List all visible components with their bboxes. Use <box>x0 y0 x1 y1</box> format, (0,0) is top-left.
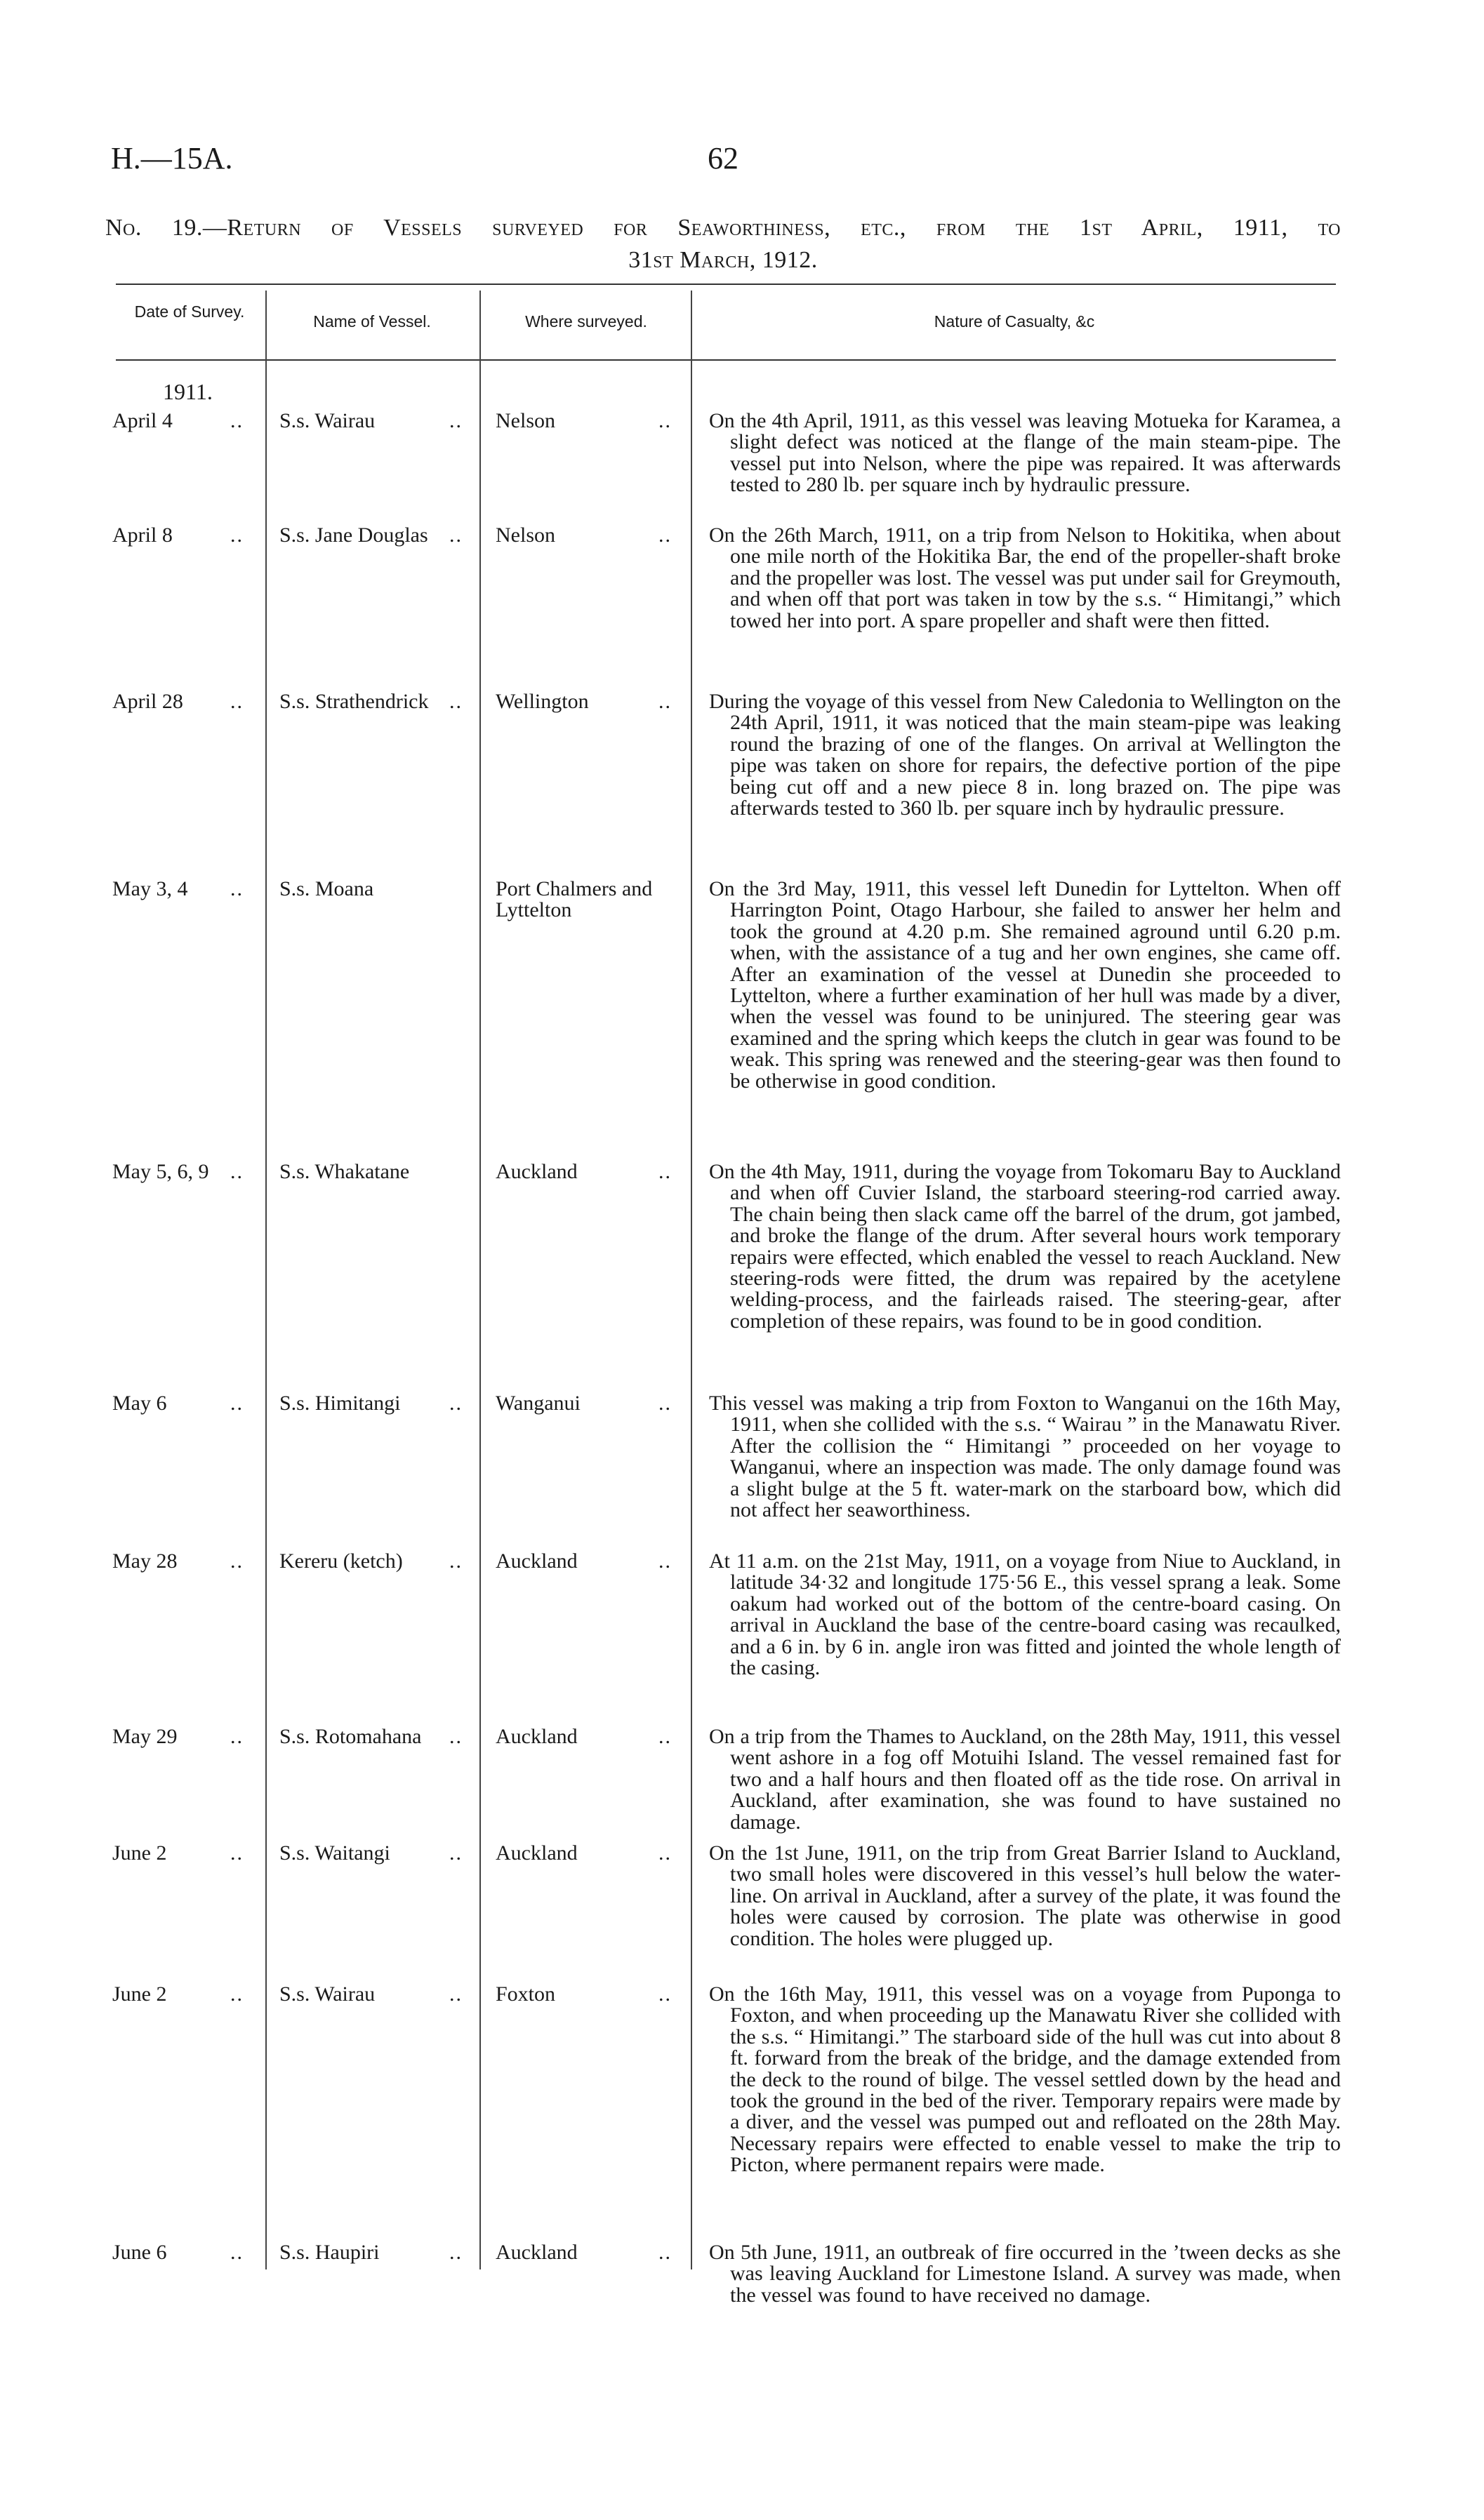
vessel-name: S.s. Himitangi <box>279 1392 401 1415</box>
survey-place: Auckland <box>496 2241 578 2264</box>
leader-dots: .. <box>230 1160 244 1183</box>
leader-dots: .. <box>658 1841 672 1865</box>
survey-date: May 29 <box>112 1725 178 1748</box>
leader-dots: .. <box>230 1982 244 2006</box>
survey-date: May 3, 4 <box>112 877 188 900</box>
casualty-description: On the 4th April, 1911, as this vessel was leaving Motueka for Karamea, a slight defect was noticed at the flange of the main steam-pipe. The vessel put into Nelson, where the pipe was repaired. It was afterwards tested to 280 lb. per square inch by hydraulic pressure. <box>709 409 1341 497</box>
vessel-name: S.s. Moana <box>279 877 374 900</box>
survey-date: May 28 <box>112 1549 178 1573</box>
leader-dots: .. <box>230 409 244 432</box>
casualty-description: At 11 a.m. on the 21st May, 1911, on a voyage from Niue to Auckland, in latitude 34·32 and longitude 175·56 E., this vessel sprang a leak. Some oakum had worked out of the bottom of the centre-board casing. On arrival in Auckland the base of the centre-board casing was recaulked, and a 6 in. by 6 in. angle iron was fitted and jointed the whole length of the casing. <box>709 1549 1341 1680</box>
survey-date: May 6 <box>112 1392 167 1415</box>
survey-place: Auckland <box>496 1841 578 1865</box>
leader-dots: .. <box>658 1725 672 1748</box>
survey-place: Nelson <box>496 409 555 432</box>
leader-dots: .. <box>230 690 244 713</box>
leader-dots: .. <box>449 1982 463 2006</box>
vessel-name: S.s. Wairau <box>279 409 376 432</box>
table-header-rule <box>116 359 1336 361</box>
leader-dots: .. <box>449 1392 463 1415</box>
column-rule-1 <box>265 291 267 2269</box>
survey-date: May 5, 6, 9 <box>112 1160 209 1183</box>
page-number: 62 <box>708 141 738 175</box>
leader-dots: .. <box>658 690 672 713</box>
leader-dots: .. <box>230 1725 244 1748</box>
vessel-name: Kereru (ketch) <box>279 1549 403 1573</box>
column-header-where: Where surveyed. <box>525 312 647 331</box>
survey-place: Wellington <box>496 690 589 713</box>
survey-date: June 6 <box>112 2241 167 2264</box>
leader-dots: .. <box>658 1392 672 1415</box>
survey-place: Auckland <box>496 1725 578 1748</box>
column-header-vessel: Name of Vessel. <box>313 312 431 331</box>
column-rule-2 <box>479 291 481 2269</box>
table-top-rule <box>116 284 1336 285</box>
vessel-name: S.s. Rotomahana <box>279 1725 422 1748</box>
leader-dots: .. <box>658 2241 672 2264</box>
survey-place: Auckland <box>496 1160 578 1183</box>
column-header-date: Date of Survey. <box>134 302 245 321</box>
leader-dots: .. <box>230 1549 244 1573</box>
vessel-name: S.s. Whakatane <box>279 1160 410 1183</box>
leader-dots: .. <box>449 2241 463 2264</box>
leader-dots: .. <box>449 409 463 432</box>
leader-dots: .. <box>230 877 244 900</box>
casualty-description: This vessel was making a trip from Foxton to Wanganui on the 16th May, 1911, when she collided with the s.s. “ Wairau ” in the Manawatu River. After the collision the “ Himitangi ” proceeded on her voyage to Wanganui, where an inspection was made. The only damage found was a slight bulge at the 5 ft. water-mark on the starboard bow, which did not affect her seaworthiness. <box>709 1392 1341 1522</box>
title-line-1: No. 19.—Return of Vessels surveyed for Seaworthiness, etc., from the 1st April, 1911, to <box>105 215 1341 241</box>
survey-place: Wanganui <box>496 1392 581 1415</box>
leader-dots: .. <box>658 1982 672 2006</box>
leader-dots: .. <box>230 2241 244 2264</box>
survey-date: June 2 <box>112 1841 167 1865</box>
title-line-2: 31st March, 1912. <box>628 247 818 273</box>
leader-dots: .. <box>658 524 672 547</box>
survey-place: Port Chalmers and Lyttelton <box>496 877 653 922</box>
vessel-name: S.s. Strathendrick <box>279 690 429 713</box>
survey-date: April 28 <box>112 690 183 713</box>
leader-dots: .. <box>230 1841 244 1865</box>
casualty-description: On the 1st June, 1911, on the trip from Great Barrier Island to Auckland, two small holes were discovered in this vessel’s hull below the water-line. On arrival in Auckland, after a survey of the plate, it was found the holes were caused by corrosion. The plate was otherwise in good condition. The holes were plugged up. <box>709 1841 1341 1950</box>
column-rule-3 <box>691 291 692 2269</box>
leader-dots: .. <box>230 1392 244 1415</box>
year-label: 1911. <box>163 379 213 404</box>
leader-dots: .. <box>658 409 672 432</box>
vessel-name: S.s. Jane Douglas <box>279 524 428 547</box>
vessel-name: S.s. Wairau <box>279 1982 376 2006</box>
document-reference: H.—15A. <box>111 141 233 175</box>
casualty-description: On the 16th May, 1911, this vessel was on a voyage from Puponga to Foxton, and when proceeding up the Manawatu River she collided with the s.s. “ Himitangi.” The starboard side of the hull was cut into about 8 ft. forward from the break of the bridge, and the damage extended from the deck to the round of bilge. The vessel settled down by the head and took the ground in the bed of the river. Temporary repairs were made by a diver, and the vessel was pumped out and refloated on the 28th May. Necessary repairs were effected to enable vessel to make the trip to Picton, where permanent repairs were made. <box>709 1982 1341 2177</box>
leader-dots: .. <box>449 1725 463 1748</box>
page-header <box>105 140 1341 182</box>
survey-place: Nelson <box>496 524 555 547</box>
survey-place: Auckland <box>496 1549 578 1573</box>
survey-date: April 4 <box>112 409 173 432</box>
leader-dots: .. <box>230 524 244 547</box>
casualty-description: On the 3rd May, 1911, this vessel left Dunedin for Lyttelton. When off Harrington Point, Otago Harbour, she failed to answer her helm and took the ground at 4.20 p.m. She remained aground until 6.20 p.m. when, with the assistance of a tug and her own engines, she came off. After an examination of the vessel at Dunedin she proceeded to Lyttelton, where a further examination of her hull was made by a diver, when the vessel was found to be uninjured. The steering gear was examined and the spring which keeps the clutch in gear was found to be weak. This spring was renewed and the steering-gear was then found to be otherwise in good condition. <box>709 877 1341 1093</box>
leader-dots: .. <box>449 524 463 547</box>
casualty-description: On a trip from the Thames to Auckland, on the 28th May, 1911, this vessel went ashore in a fog off Motuihi Island. The vessel remained fast for two and a half hours and then floated off as the tide rose. On arrival in Auckland, after examination, she was found to have sustained no damage. <box>709 1725 1341 1834</box>
vessel-name: S.s. Haupiri <box>279 2241 380 2264</box>
column-header-nature: Nature of Casualty, &c <box>934 312 1095 331</box>
leader-dots: .. <box>449 690 463 713</box>
vessel-name: S.s. Waitangi <box>279 1841 390 1865</box>
casualty-description: During the voyage of this vessel from New Caledonia to Wellington on the 24th April, 1911, it was noticed that the main steam-pipe was leaking round the brazing of one of the flanges. On arrival at Wellington the pipe was taken on shore for repairs, the defective portion of the pipe being cut off and a new piece 8 in. long brazed on. The pipe was afterwards tested to 360 lb. per square inch by hydraulic pressure. <box>709 690 1341 820</box>
casualty-description: On the 26th March, 1911, on a trip from Nelson to Hokitika, when about one mile north of the Hokitika Bar, the end of the propeller-shaft broke and the propeller was lost. The vessel was put under sail for Greymouth, and when off that port was taken in tow by the s.s. “ Himitangi,” which towed her into port. A spare propeller and shaft were then fitted. <box>709 524 1341 632</box>
leader-dots: .. <box>658 1549 672 1573</box>
leader-dots: .. <box>658 1160 672 1183</box>
survey-date: June 2 <box>112 1982 167 2006</box>
survey-date: April 8 <box>112 524 173 547</box>
leader-dots: .. <box>449 1841 463 1865</box>
casualty-description: On 5th June, 1911, an outbreak of fire occurred in the ’tween decks as she was leaving Auckland for Limestone Island. A survey was made, when the vessel was found to have received no damage. <box>709 2241 1341 2307</box>
survey-place: Foxton <box>496 1982 556 2006</box>
leader-dots: .. <box>449 1549 463 1573</box>
casualty-description: On the 4th May, 1911, during the voyage from Tokomaru Bay to Auckland and when off Cuvier Island, the starboard steering-rod carried away. The chain being then slack came off the barrel of the drum, got jambed, and broke the flange of the drum. After several hours work temporary repairs were effected, which enabled the vessel to reach Auckland. New steering-rods were fitted, the drum was repaired by the acetylene welding-process, and the fairleads raised. The steering-gear, after completion of these repairs, was found to be in good condition. <box>709 1160 1341 1333</box>
return-title <box>105 212 1341 276</box>
